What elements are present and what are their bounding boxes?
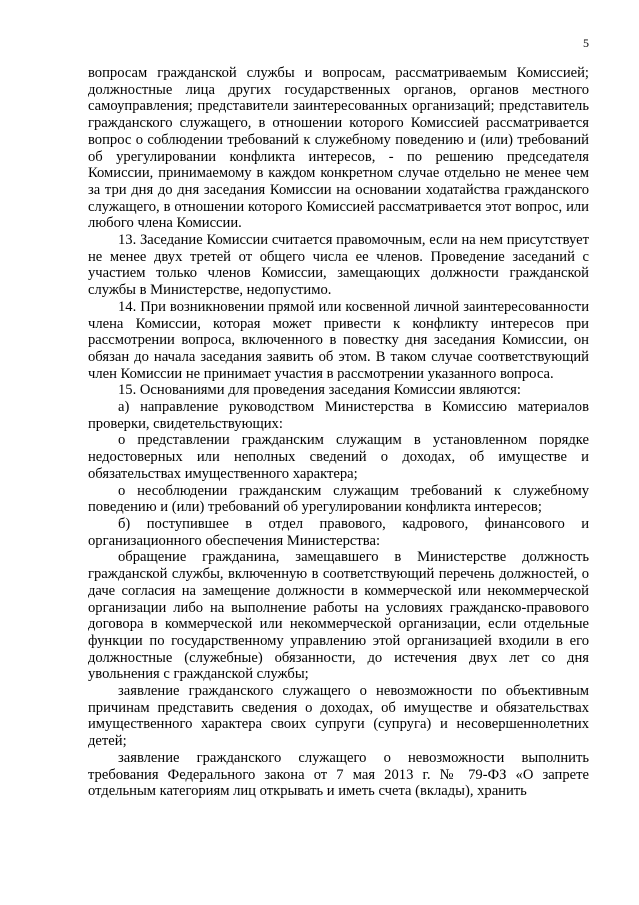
paragraph: 15. Основаниями для проведения заседания Комиссии являются:	[118, 382, 521, 399]
paragraph: 14. При возникновении прямой или косвенной личной заинтересованности члена Комиссии, которая может привести к конфликту интересов при рассмотрении вопроса, включенного в повестку дня заседания Комиссии, он обязан до начала заседания заявить об этом. В таком случае соответствующий член Комиссии не принимает участия в рассмотрении указанного вопроса.	[88, 298, 589, 382]
page-number: 5	[583, 36, 589, 50]
paragraph: о представлении гражданским служащим в установленном порядке недостоверных или неполных сведений о доходах, об имуществе и обязательствах имущественного характера;	[88, 432, 589, 482]
paragraph: заявление гражданского служащего о невозможности выполнить требования Федерального закона от 7 мая 2013 г. № 79-ФЗ «О запрете отдельным категориям лиц открывать и иметь счета (вклады), хранить	[88, 749, 589, 800]
paragraph: 13. Заседание Комиссии считается правомочным, если на нем присутствует не менее двух третей от общего числа ее членов. Проведение заседаний с участием только членов Комиссии, замещающих должности гражданской службы в Министерстве, недопустимо.	[88, 232, 589, 299]
paragraph: заявление гражданского служащего о невозможности по объективным причинам представить сведения о доходах, об имуществе и обязательствах имущественного характера своих супруги (супруга) и несовершеннолетних детей;	[88, 683, 589, 750]
paragraph: вопросам гражданской службы и вопросам, рассматриваемым Комиссией; должностные лица других государственных органов, органов местного самоуправления; представители заинтересованных организаций; представитель гражданского служащего, в отношении которого Комиссией рассматривается вопрос о соблюдении требований к служебному поведению и (или) требований об урегулировании конфликта интересов, - по решению председателя Комиссии, принимаемому в каждом конкретном случае отдельно не менее чем за три дня до дня заседания Комиссии на основании ходатайства гражданского служащего, в отношении которого Комиссией рассматривается этот вопрос, или любого члена Комиссии.	[88, 65, 589, 232]
paragraph: а) направление руководством Министерства в Комиссию материалов проверки, свидетельствующих:	[88, 399, 589, 432]
paragraph: обращение гражданина, замещавшего в Министерстве должность гражданской службы, включенную в соответствующий перечень должностей, о даче согласия на замещение должности в коммерческой или некоммерческой организации либо на выполнение работы на условиях гражданско-правового договора в коммерческой или некоммерческой организации, если отдельные функции по государственному управлению этой организацией входили в его должностные (служебные) обязанности, до истечения двух лет со дня увольнения с гражданской службы;	[88, 549, 589, 683]
paragraph: о несоблюдении гражданским служащим требований к служебному поведению и (или) требований об урегулировании конфликта интересов;	[88, 482, 589, 516]
paragraph: б) поступившее в отдел правового, кадрового, финансового и организационного обеспечения Министерства:	[88, 515, 589, 549]
body-text	[88, 65, 589, 800]
